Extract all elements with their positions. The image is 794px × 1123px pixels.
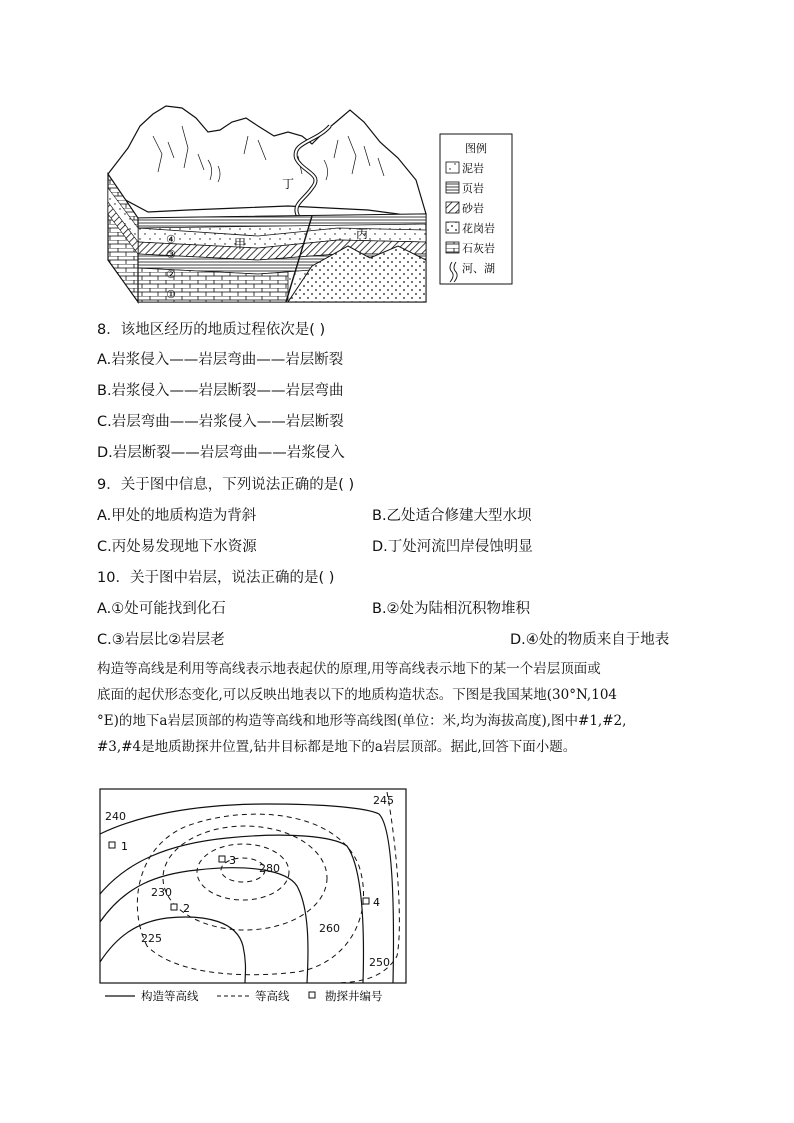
intro-paragraph	[97, 656, 709, 760]
legend-solid-label: 构造等高线	[141, 989, 199, 1003]
contour-label-245: 245	[373, 794, 394, 807]
legend-label-limestone: 石灰岩	[462, 242, 495, 255]
label-3: ③	[166, 248, 176, 261]
intro-line: 构造等高线是利用等高线表示地表起伏的原理,用等高线表示地下的某一个岩层顶面或	[97, 661, 601, 677]
q10-option-b[interactable]: B.②处为陆相沉积物堆积	[372, 601, 531, 617]
intro-line: °E)的地下a岩层顶部的构造等高线和地形等高线图(单位：米,均为海拔高度),图中#1,#2,	[97, 713, 627, 729]
legend-label-shale: 页岩	[462, 182, 484, 195]
well-2-marker[interactable]	[171, 904, 177, 910]
contour-label-280: 280	[259, 862, 280, 875]
legend-well-marker	[309, 992, 315, 998]
q8-option-d[interactable]: D.岩层断裂——岩层弯曲——岩浆侵入	[97, 445, 345, 461]
well-3-marker[interactable]	[219, 856, 225, 862]
intro-line: 底面的起伏形态变化,可以反映出地表以下的地质构造状态。下图是我国某地(30°N,104	[97, 687, 617, 703]
contour-label-260: 260	[319, 922, 340, 935]
legend-well-label: 勘探井编号	[325, 989, 383, 1003]
q9-option-b[interactable]: B.乙处适合修建大型水坝	[372, 508, 532, 524]
contour-label-225: 225	[141, 932, 162, 945]
legend-swatch-sandstone	[446, 202, 459, 213]
label-4: ④	[166, 233, 176, 246]
legend-swatch-shale	[446, 182, 459, 193]
legend-label-river: 河、湖	[462, 262, 495, 275]
q10-option-d[interactable]: D.④处的物质来自于地表	[510, 632, 670, 648]
legend-label-granite: 花岗岩	[462, 222, 495, 235]
label-1: ①	[166, 288, 176, 301]
q10-stem: 10．关于图中岩层，说法正确的是( )	[97, 570, 335, 586]
legend-dashed-label: 等高线	[255, 989, 290, 1003]
label-2: ②	[166, 268, 176, 281]
well-4-label: 4	[373, 896, 380, 909]
q8-option-a[interactable]: A.岩浆侵入——岩层弯曲——岩层断裂	[97, 352, 344, 368]
well-1-label: 1	[121, 840, 128, 853]
q8-stem: 8．该地区经历的地质过程依次是( )	[97, 322, 326, 338]
mountain-surface	[108, 106, 426, 218]
well-2-label: 2	[183, 902, 190, 915]
contour-label-250: 250	[369, 956, 390, 969]
well-1-marker[interactable]	[109, 842, 115, 848]
contour-map	[97, 786, 417, 1010]
contour-label-230: 230	[151, 886, 172, 899]
well-3-label: 3	[229, 854, 236, 867]
label-jia: 甲	[234, 237, 247, 251]
legend-swatch-mudstone	[446, 162, 459, 173]
geology-block-diagram	[98, 96, 516, 308]
q10-option-a[interactable]: A.①处可能找到化石	[97, 601, 226, 617]
q8-option-b[interactable]: B.岩浆侵入——岩层断裂——岩层弯曲	[97, 383, 344, 399]
label-ding: 丁	[282, 177, 295, 191]
q9-option-d[interactable]: D.丁处河流凹岸侵蚀明显	[372, 539, 533, 555]
q9-option-c[interactable]: C.丙处易发现地下水资源	[97, 539, 257, 555]
q9-stem: 9．关于图中信息，下列说法正确的是( )	[97, 477, 355, 493]
q8-option-c[interactable]: C.岩层弯曲——岩浆侵入——岩层断裂	[97, 414, 344, 430]
legend-swatch-limestone	[446, 242, 459, 253]
q9-option-a[interactable]: A.甲处的地质构造为背斜	[97, 508, 257, 524]
legend-label-mudstone: 泥岩	[462, 162, 484, 175]
label-bing: 丙	[356, 227, 369, 241]
intro-line: #3,#4是地质勘探井位置,钻井目标都是地下的a岩层顶部。据此,回答下面小题。	[97, 739, 577, 755]
well-4-marker[interactable]	[363, 898, 369, 904]
legend-title: 图例	[465, 142, 487, 155]
legend-swatch-granite	[446, 222, 459, 233]
q10-option-c[interactable]: C.③岩层比②岩层老	[97, 632, 225, 648]
contour-label-240: 240	[105, 810, 126, 823]
legend-label-sandstone: 砂岩	[462, 202, 484, 215]
